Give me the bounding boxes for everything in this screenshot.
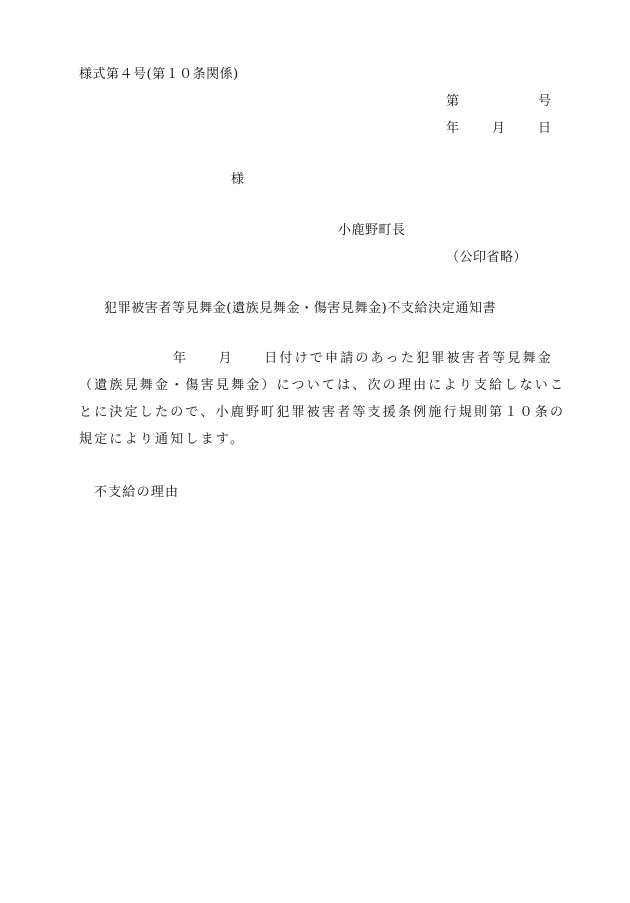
seal-note: （公印省略）	[446, 250, 528, 265]
body-line: 規定により通知します。	[79, 432, 246, 447]
document-number-prefix: 第	[446, 94, 460, 109]
body-line: 年 月 日付けで申請のあった犯罪被害者等見舞金	[173, 351, 553, 366]
body-line: とに決定したので、小鹿野町犯罪被害者等支援条例施行規則第１０条の	[79, 405, 566, 420]
date-day-label: 日	[538, 121, 552, 136]
issuer-name: 小鹿野町長	[338, 223, 406, 238]
body-line: （遺族見舞金・傷害見舞金）については、次の理由により支給しないこ	[79, 378, 566, 393]
body-paragraph	[79, 351, 566, 460]
document-number-suffix: 号	[538, 94, 552, 109]
reason-heading: 不支給の理由	[94, 485, 180, 500]
addressee-suffix: 様	[231, 172, 245, 187]
form-label: 様式第４号(第１０条関係)	[79, 67, 239, 82]
date-year-label: 年	[446, 121, 460, 136]
document-title: 犯罪被害者等見舞金(遺族見舞金・傷害見舞金)不支給決定通知書	[104, 301, 497, 316]
date-month-label: 月	[492, 121, 506, 136]
